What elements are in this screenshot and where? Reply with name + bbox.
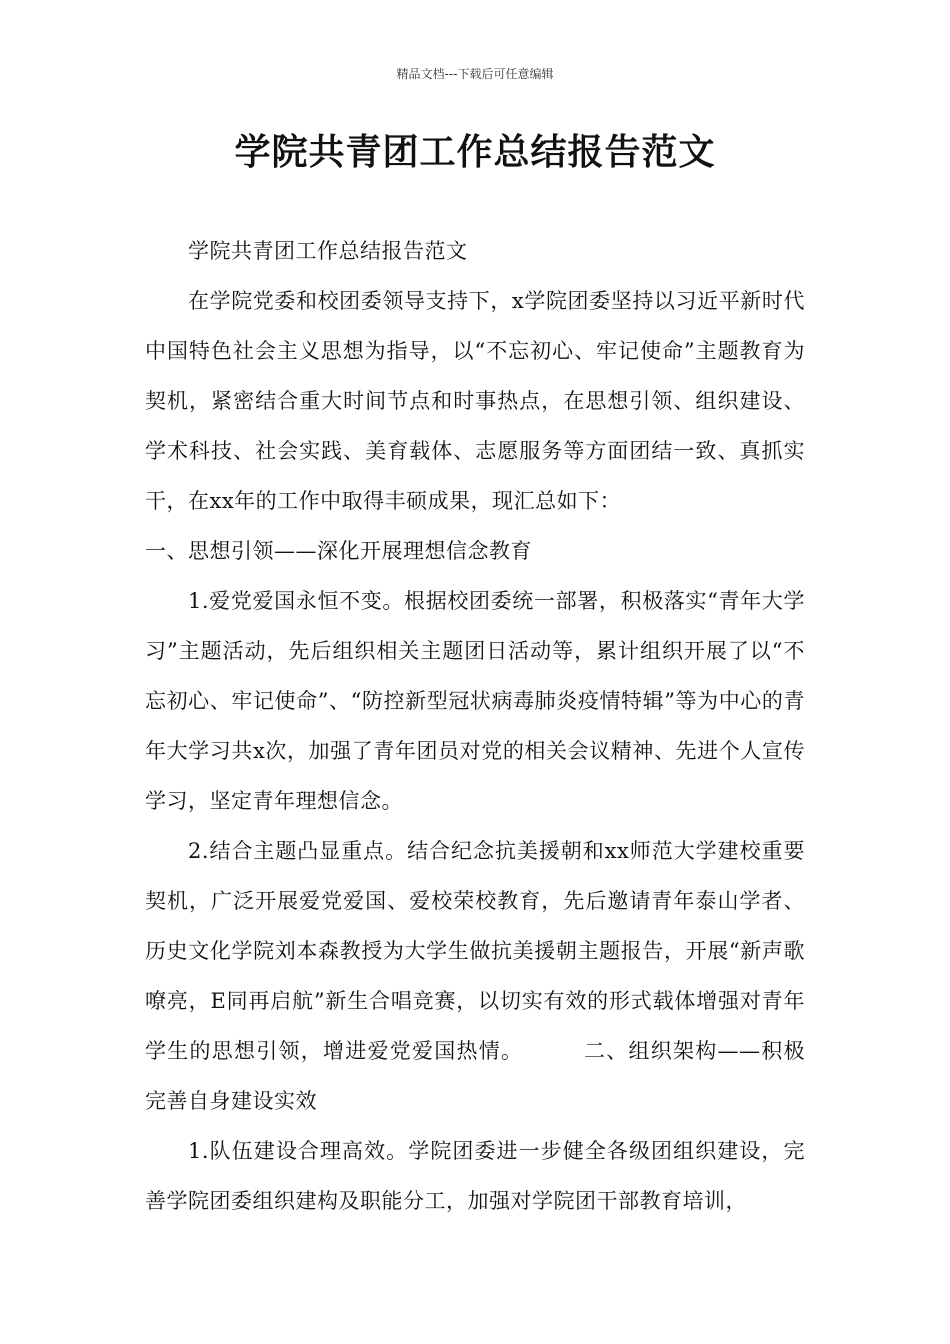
intro-paragraph: 在学院党委和校团委领导支持下，x学院团委坚持以习近平新时代中国特色社会主义思想为指导，以“不忘初心、牢记使命”主题教育为契机，紧密结合重大时间节点和时事热点，在思想引领、组织建设、学术科技、社会实践、美育载体、志愿服务等方面团结一致、真抓实干，在xx年的工作中取得丰硕成果，现汇总如下： [145,289,805,513]
section-heading-1: 一、思想引领——深化开展理想信念教育 [145,539,532,563]
paragraph-1-2 [145,826,805,1126]
paragraph-1-1: 1.爱党爱国永恒不变。根据校团委统一部署，积极落实“青年大学习”主题活动，先后组织相关主题团日活动等，累计组织开展了以“不忘初心、牢记使命”、“防控新型冠状病毒肺炎疫情特辑”等为中心的青年大学习共x次，加强了青年团员对党的相关会议精神、先进个人宣传学习，坚定青年理想信念。 [145,589,805,813]
section-heading-2: 二、组织架构——积极完善自身建设实效 [145,1039,805,1113]
paragraph-1-2-text: 2.结合主题凸显重点。结合纪念抗美援朝和xx师范大学建校重要契机，广泛开展爱党爱国、爱校荣校教育，先后邀请青年泰山学者、历史文化学院刘本森教授为大学生做抗美援朝主题报告，开展“新声歌嘹亮，E同再启航”新生合唱竞赛，以切实有效的形式载体增强对青年学生的思想引领，增进爱党爱国热情。 [145,839,805,1063]
document-body [145,226,805,1226]
page-header: 精品文档---下载后可任意编辑 [396,67,554,81]
document-title: 学院共青团工作总结报告范文 [234,132,716,173]
paragraph-2-1: 1.队伍建设合理高效。学院团委进一步健全各级团组织建设，完善学院团委组织建构及职能分工，加强对学院团干部教育培训， [145,1139,805,1213]
document-subtitle: 学院共青团工作总结报告范文 [188,239,468,263]
